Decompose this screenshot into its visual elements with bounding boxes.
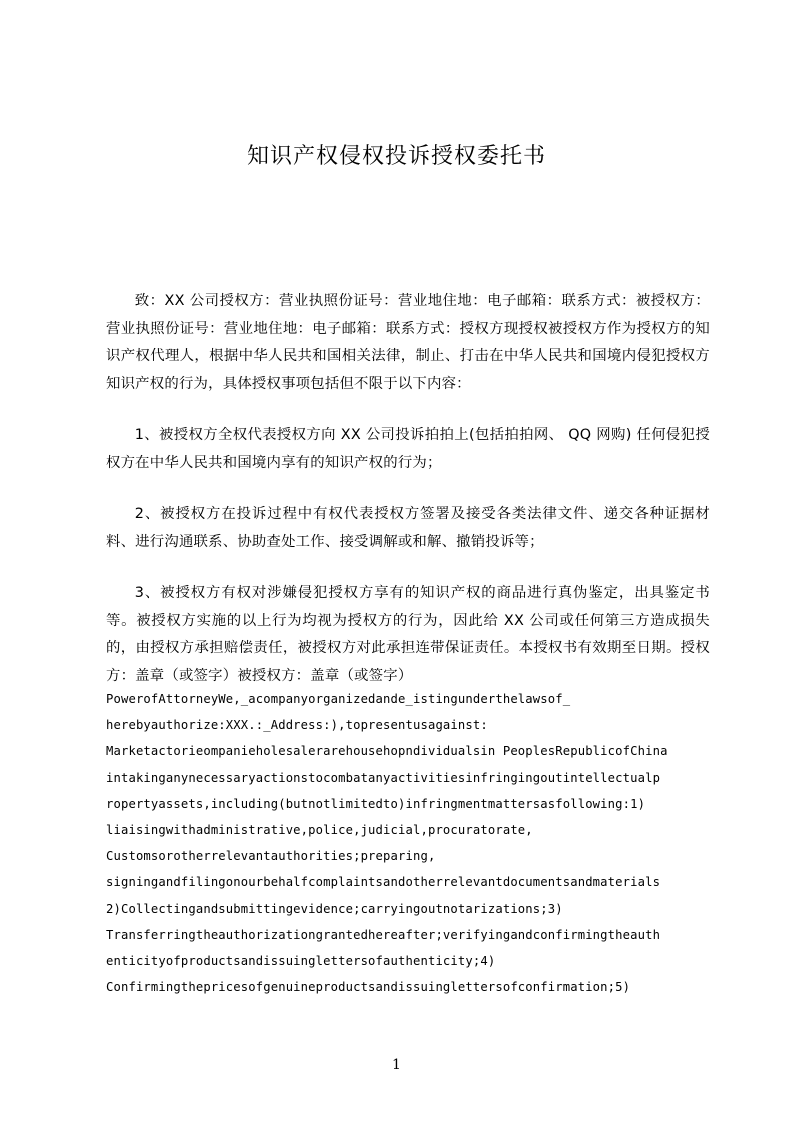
page-number: 1 [392, 1057, 401, 1073]
english-line: herebyauthorize:XXX.:_Address:),topresentusagainst: [106, 718, 488, 733]
english-text-block [106, 686, 710, 1000]
clause-3-paragraph: 3、被授权方有权对涉嫌侵犯授权方享有的知识产权的商品进行真伪鉴定，出具鉴定书等。被授权方实施的以上行为均视为授权方的行为，因此给 XX 公司或任何第三方造成损失的，由授权方承担赔偿责任，被授权方对此承担连带保证责任。本授权书有效期至日期。授权方：盖章（或签字）被授权方：盖章（或签字） [106, 585, 710, 684]
english-line: PowerofAttorneyWe,_acompanyorganizedande_istingunderthelawsof_ [106, 692, 571, 706]
english-line: 2)Collectingandsubmittingevidence;carryingoutnotarizations;3) [106, 901, 563, 916]
english-line: Transferringtheauthorizationgrantedhereafter;verifyingandconfirmingtheauth [106, 927, 661, 942]
english-line: Confirmingthepricesofgenuineproductsandissuinglettersofconfirmation;5) [106, 980, 631, 995]
clause-2-paragraph: 2、被授权方在投诉过程中有权代表授权方签署及接受各类法律文件、递交各种证据材料、进行沟通联系、协助查处工作、接受调解或和解、撤销投诉等； [106, 506, 710, 550]
clause-1-paragraph: 1、被授权方全权代表授权方向 XX 公司投诉拍拍上(包括拍拍网、 QQ 网购) 任何侵犯授权方在中华人民共和国境内享有的知识产权的行为； [106, 427, 710, 471]
english-line: signingandfilingonourbehalfcomplaintsandotherrelevantdocumentsandmaterials [106, 875, 661, 890]
english-line: ropertyassets,including(butnotlimitedto)infringmentmattersasfollowing:1) [106, 796, 646, 811]
intro-paragraph: 致：XX 公司授权方：营业执照份证号：营业地住地：电子邮箱：联系方式：被授权方：营业执照份证号：营业地住地：电子邮箱：联系方式：授权方现授权被授权方作为授权方的知识产权代理人，根据中华人民共和国相关法律，制止、打击在中华人民共和国境内侵犯授权方知识产权的行为，具体授权事项包括但不限于以下内容： [106, 293, 710, 392]
english-line: Marketactorieompanieholesalerarehousehopndividualsin PeoplesRepublicofChina [106, 744, 668, 759]
english-line: intakinganynecessaryactionstocombatanyactivitiesinfringingoutintellectualp [106, 770, 661, 785]
document-title: 知识产权侵权投诉授权委托书 [246, 144, 546, 169]
english-line: liaisingwithadministrative,police,judicial,procuratorate, [106, 823, 533, 838]
english-line: Customsorotherrelevantauthorities;preparing, [106, 849, 436, 864]
english-line: enticityofproductsandissuinglettersofauthenticity;4) [106, 954, 496, 969]
